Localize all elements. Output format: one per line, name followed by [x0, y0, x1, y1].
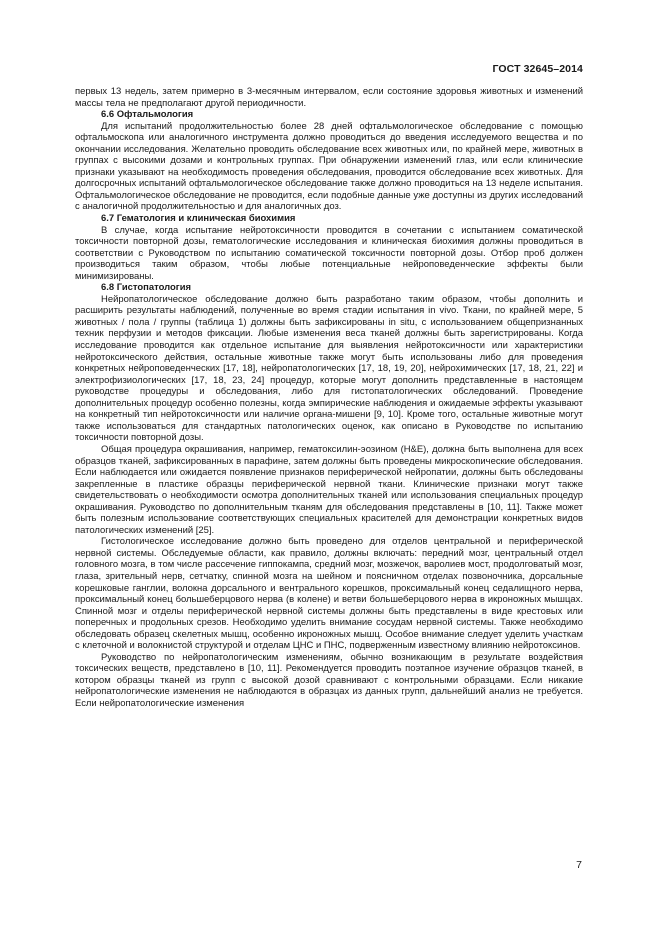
section-heading-6-6: 6.6 Офтальмология: [101, 109, 194, 121]
section-heading-6-7: 6.7 Гематология и клиническая биохимия: [101, 213, 296, 225]
paragraph: Для испытаний продолжительностью более 28 дней офтальмологическое обследование с помощью офтальмоскопа или аналогичного инструмента должно проводиться до введения исследуемого вещества и по окончании исследования. Желательно проводить обследование всех животных или, по крайней мере, животных в группах с высокими дозами и контрольных группах. При обнаружении изменений глаз, или если клинические признаки указывают на необходимость проведения обследования, проводится обследование всех животных. Для долгосрочных испытаний офтальмологическое обследование также должно проводиться на 13 неделе испытания. Офтальмологическое обследование не проводится, если подобные данные уже доступны из других исследований с аналогичной продолжительностью и для аналогичных доз.: [75, 120, 583, 213]
paragraph: Нейропатологическое обследование должно быть разработано таким образом, чтобы дополнить и расширить результаты наблюдений, полученные во время стадии испытания in vivo. Ткани, по крайней мере, 5 животных / пола / группы (таблица 1) должны быть зафиксированы in situ, с использованием общепризнанных техник перфузии и методов фиксации. Любые изменения веса тканей должны быть зарегистрированы. Когда исследование проводится как отдельное испытание для выявления нейротоксичности или характеристики нейротоксического действия, остальные животные также могут быть использованы либо для проведения конкретных нейроповеденческих [17, 18], нейропатологических [17, 18, 19, 20], нейрохимических [17, 18, 21, 22] и электрофизиологических [17, 18, 23, 24] процедур, которые могут дополнить представленные в настоящем руководстве процедуры и обследования, либо для гистопатологических обследований. Проведение дополнительных процедур особенно полезны, когда эмпирические наблюдения и ожидаемые эффекты указывают на конкретный тип нейротоксичности или наличие органа-мишени [9, 10]. Кроме того, остальные животные могут также использоваться для стандартных патологических оценок, как описано в Руководстве по испытанию токсичности повторной дозы.: [75, 293, 583, 444]
page-number: 7: [576, 859, 582, 871]
paragraph: В случае, когда испытание нейротоксичности проводится в сочетании с испытанием соматической токсичности повторной дозы, гематологические исследования и клиническая биохимия должны проводиться в соответствии с Руководством по испытанию соматической токсичности повторной дозы. Отбор проб должен производиться таким образом, чтобы любые потенциальные нейроповеденческие эффекты были минимизированы.: [75, 224, 583, 282]
paragraph: Руководство по нейропатологическим изменениям, обычно возникающим в результате воздействия токсических веществ, представлено в [10, 11]. Рекомендуется проводить поэтапное изучение образцов тканей, в котором образцы тканей из групп с высокой дозой сравнивают с контрольными образцами. Если никакие нейропатологические изменения не наблюдаются в образцах из данных групп, дальнейший анализ не требуется. Если нейропатологические изменения: [75, 651, 583, 709]
paragraph: первых 13 недель, затем примерно в 3-месячным интервалом, если состояние здоровья животных и изменений массы тела не предполагают другой периодичности.: [75, 86, 583, 109]
paragraph: Гистологическое исследование должно быть проведено для отделов центральной и периферической нервной системы. Обследуемые области, как правило, должны включать: передний мозг, центральный отдел головного мозга, в том числе рассечение гиппокампа, средний мозг, мозжечок, варолиев мост, продолговатый мозг, глаза, зрительный нерв, сетчатку, спинной мозга на шейном и поясничном отделах позвоночника, дорсальные корешковые ганглии, волокна дорсального и вентрального корешков, проксимальный конец седалищного нерва, проксимальный конец большеберцового нерва (в колене) и ветви большеберцового нерва в икроножных мышцах. Спинной мозг и отделы периферической нервной системы должны быть представлены в виде крестовых или поперечных и продольных срезов. Необходимо уделить внимание сосудам нервной системы. Также необходимо обследовать образец скелетных мышц, особенно икроножных мышц. Особое внимание следует уделить участкам с клеточной и волокнистой структурой и отделам ЦНС и ПНС, подверженным известному влиянию нейротоксинов.: [75, 536, 583, 652]
section-heading-6-8: 6.8 Гистопатология: [101, 282, 192, 294]
document-body: [75, 86, 583, 710]
document-id-header: ГОСТ 32645–2014: [492, 63, 583, 75]
paragraph: Общая процедура окрашивания, например, гематоксилин-эозином (H&E), должна быть выполнена для всех образцов тканей, зафиксированных в парафине, затем должны быть проведены микроскопические обследования. Если наблюдается или ожидается появление признаков периферической нейропатии, должны быть обследованы закрепленные в пластике образцы периферической нервной ткани. Клинические признаки могут также свидетельствовать о необходимости осмотра дополнительных тканей или использования специальных процедур окрашивания. Руководство по дополнительным тканям для обследования представлены в [10, 11]. Также может быть полезным использование соответствующих специальных красителей для демонстрации конкретных видов патологических изменений [25].: [75, 443, 583, 536]
